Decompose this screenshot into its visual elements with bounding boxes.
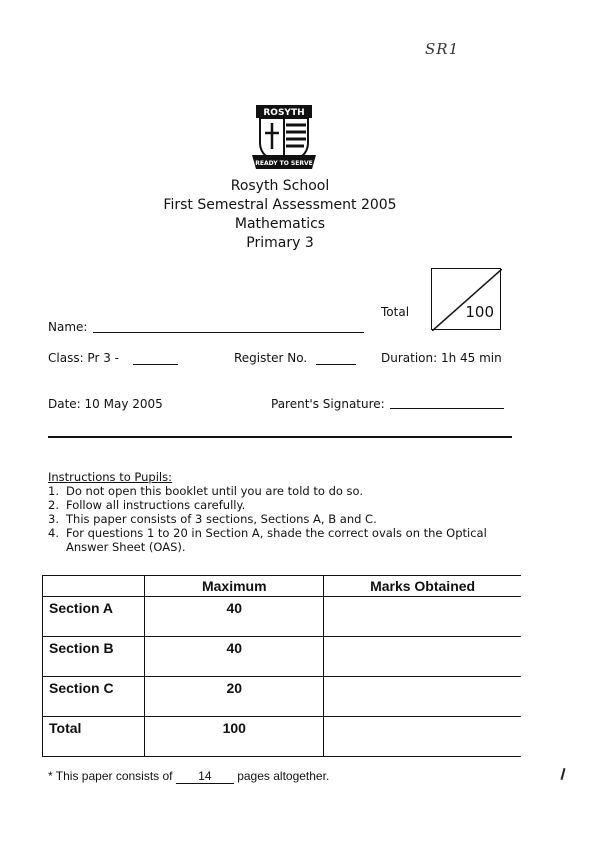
duration-text: Duration: 1h 45 min	[381, 351, 502, 365]
instruction-item: 2. Follow all instructions carefully.	[48, 498, 246, 512]
section-name: Section C	[43, 677, 145, 717]
instructions-title: Instructions to Pupils:	[48, 470, 172, 484]
assessment-title: First Semestral Assessment 2005	[163, 197, 397, 213]
scan-mark	[560, 768, 565, 780]
school-crest-logo	[250, 103, 318, 171]
page-count-note	[48, 769, 329, 784]
school-name: Rosyth School	[230, 178, 330, 194]
table-row	[43, 597, 522, 637]
instructions-block	[48, 470, 518, 554]
total-score-box	[431, 268, 501, 330]
page-count-suffix: pages altogether.	[237, 769, 330, 783]
total-max-value: 100	[465, 303, 494, 321]
table-row	[43, 637, 522, 677]
name-field-line[interactable]	[93, 332, 364, 333]
svg-text:READY TO SERVE: READY TO SERVE	[255, 160, 313, 167]
page-count-value: 14	[176, 769, 234, 784]
signature-field-line[interactable]	[390, 408, 504, 409]
table-row	[43, 717, 522, 757]
date-text: Date: 10 May 2005	[48, 397, 163, 411]
register-field-line[interactable]	[316, 364, 356, 365]
class-field-line[interactable]	[133, 364, 178, 365]
signature-label: Parent's Signature:	[271, 397, 385, 411]
subject-title: Mathematics	[234, 216, 326, 232]
table-header-row	[43, 576, 522, 597]
table-header-cell: Marks Obtained	[370, 578, 476, 594]
page-count-prefix: * This paper consists of	[48, 769, 173, 783]
register-label: Register No.	[234, 351, 308, 365]
instruction-item: 4. For questions 1 to 20 in Section A, shade the correct ovals on the Optical Answer Sheet (OAS).	[48, 526, 487, 554]
table-header-cell	[43, 576, 145, 597]
divider-rule	[48, 436, 512, 438]
section-max: 20	[145, 677, 324, 717]
total-label: Total	[381, 305, 410, 319]
svg-text:ROSYTH: ROSYTH	[263, 108, 305, 118]
section-name: Section A	[43, 597, 145, 637]
section-obtained[interactable]	[324, 677, 521, 717]
section-obtained[interactable]	[324, 717, 521, 757]
table-row	[43, 677, 522, 717]
section-obtained[interactable]	[324, 637, 521, 677]
section-name: Total	[43, 717, 145, 757]
instruction-item: 1. Do not open this booklet until you are told to do so.	[48, 484, 364, 498]
marks-table	[42, 575, 521, 757]
section-max: 100	[145, 717, 324, 757]
section-max: 40	[145, 597, 324, 637]
name-label: Name:	[48, 320, 88, 334]
instruction-item: 3. This paper consists of 3 sections, Sections A, B and C.	[48, 512, 377, 526]
level-title: Primary 3	[246, 235, 314, 251]
table-header-cell: Maximum	[145, 576, 324, 597]
section-obtained[interactable]	[324, 597, 521, 637]
section-name: Section B	[43, 637, 145, 677]
section-max: 40	[145, 637, 324, 677]
class-label: Class: Pr 3 -	[48, 351, 119, 365]
corner-handwritten-mark: SR1	[425, 40, 460, 58]
